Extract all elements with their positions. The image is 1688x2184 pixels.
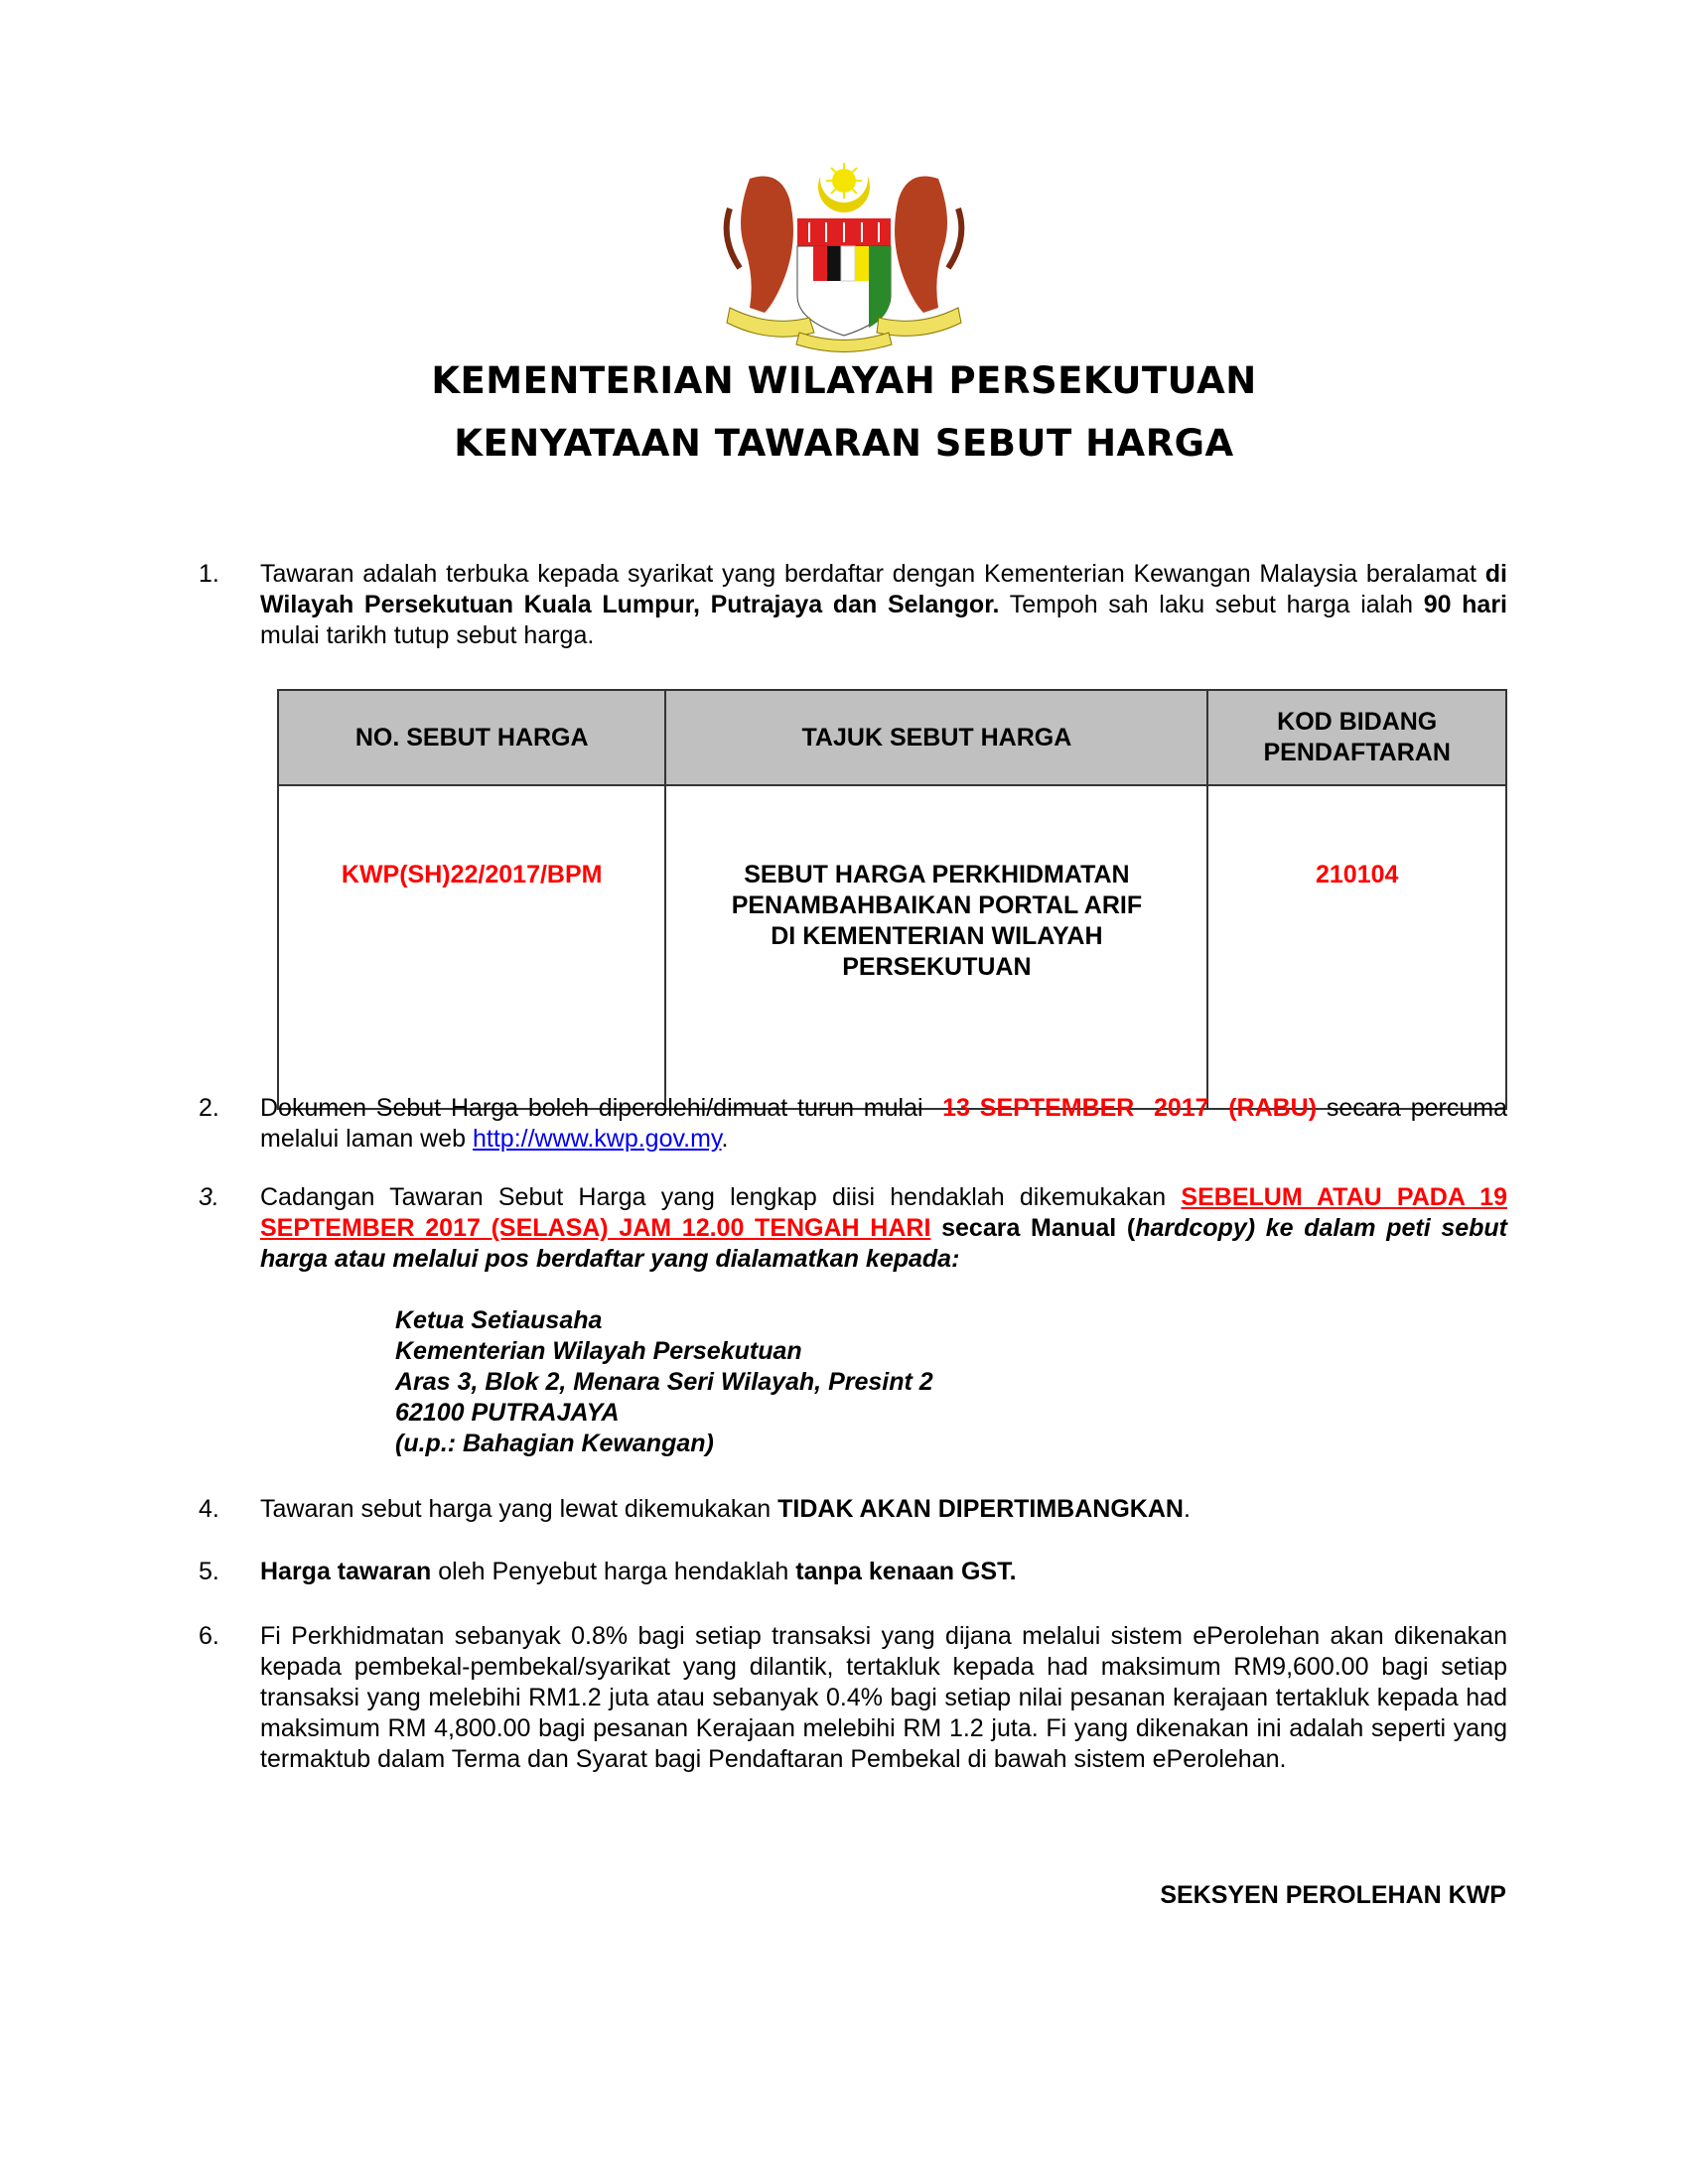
- clause-number: 4.: [199, 1495, 219, 1523]
- clause-5: 5. Harga tawaran oleh Penyebut harga hendaklah tanpa kenaan GST.: [199, 1558, 1017, 1585]
- clause-4: 4. Tawaran sebut harga yang lewat dikemukakan TIDAK AKAN DIPERTIMBANGKAN.: [199, 1495, 1191, 1523]
- quotation-title: SEBUT HARGA PERKHIDMATAN PENAMBAHBAIKAN PORTAL ARIF DI KEMENTERIAN WILAYAH PERSEKUTUAN: [665, 785, 1207, 1109]
- clause-3: 3. Cadangan Tawaran Sebut Harga yang lengkap diisi hendaklah dikemukakan SEBELUM ATAU PADA 19 SEPTEMBER 2017 (SELASA) JAM 12.00 TENGAH HARI secara Manual (hardcopy) ke dalam peti sebut harga atau melalui pos berdaftar yang dialamatkan kepada:: [199, 1183, 1508, 1273]
- submission-address: Ketua Setiausaha Kementerian Wilayah Persekutuan Aras 3, Blok 2, Menara Seri Wilayah, Presint 2 62100 PUTRAJAYA (u.p.: Bahagian Kewangan): [395, 1306, 933, 1457]
- notice-title: KENYATAAN TAWARAN SEBUT HARGA: [454, 422, 1234, 465]
- clause-number: 6.: [199, 1622, 219, 1650]
- clause-number: 5.: [199, 1558, 219, 1585]
- quotation-table: [277, 689, 1507, 1110]
- column-header-kod: KOD BIDANG PENDAFTARAN: [1207, 690, 1506, 785]
- website-link[interactable]: http://www.kwp.gov.my: [473, 1125, 722, 1153]
- open-date: 13 SEPTEMBER 2017 (RABU): [942, 1094, 1318, 1122]
- clause-2: 2. Dokumen Sebut Harga boleh diperolehi/dimuat turun mulai 13 SEPTEMBER 2017 (RABU) secara percuma melalui laman web http://www.kwp.gov.my.: [199, 1094, 1507, 1153]
- quotation-number: KWP(SH)22/2017/BPM: [278, 785, 665, 1109]
- ministry-title: KEMENTERIAN WILAYAH PERSEKUTUAN: [431, 359, 1257, 402]
- table-row: [278, 785, 1506, 1109]
- clause-6: 6. Fi Perkhidmatan sebanyak 0.8% bagi setiap transaksi yang dijana melalui sistem ePerolehan akan dikenakan kepada pembekal-pembekal/syarikat yang dilantik, tertakluk kepada had maksimum RM9,600.00 bagi setiap transaksi yang melebihi RM1.2 juta atau sebanyak 0.4% bagi setiap nilai pesanan kerajaan tertakluk kepada had maksimum RM 4,800.00 bagi pesanan Kerajaan melebihi RM 1.2 juta. Fi yang dikenakan ini adalah seperti yang termaktub dalam Terma dan Syarat bagi Pendaftaran Pembekal di bawah sistem ePerolehan.: [199, 1622, 1507, 1773]
- clause-number: 3.: [199, 1183, 219, 1211]
- registration-code: 210104: [1207, 785, 1506, 1109]
- column-header-tajuk: TAJUK SEBUT HARGA: [665, 690, 1207, 785]
- coat-of-arms-logo: [710, 149, 978, 352]
- closing-deadline: SEBELUM ATAU PADA 19 SEPTEMBER 2017 (SELASA) JAM 12.00 TENGAH HARI: [260, 1183, 1507, 1242]
- clause-1: 1. Tawaran adalah terbuka kepada syarikat yang berdaftar dengan Kementerian Kewangan Malaysia beralamat di Wilayah Persekutuan Kuala Lumpur, Putrajaya dan Selangor. Tempoh sah laku sebut harga ialah 90 hari mulai tarikh tutup sebut harga.: [199, 560, 1508, 649]
- signature: SEKSYEN PEROLEHAN KWP: [1160, 1881, 1506, 1909]
- clause-number: 1.: [199, 560, 219, 588]
- column-header-no: NO. SEBUT HARGA: [278, 690, 665, 785]
- clause-number: 2.: [199, 1094, 219, 1122]
